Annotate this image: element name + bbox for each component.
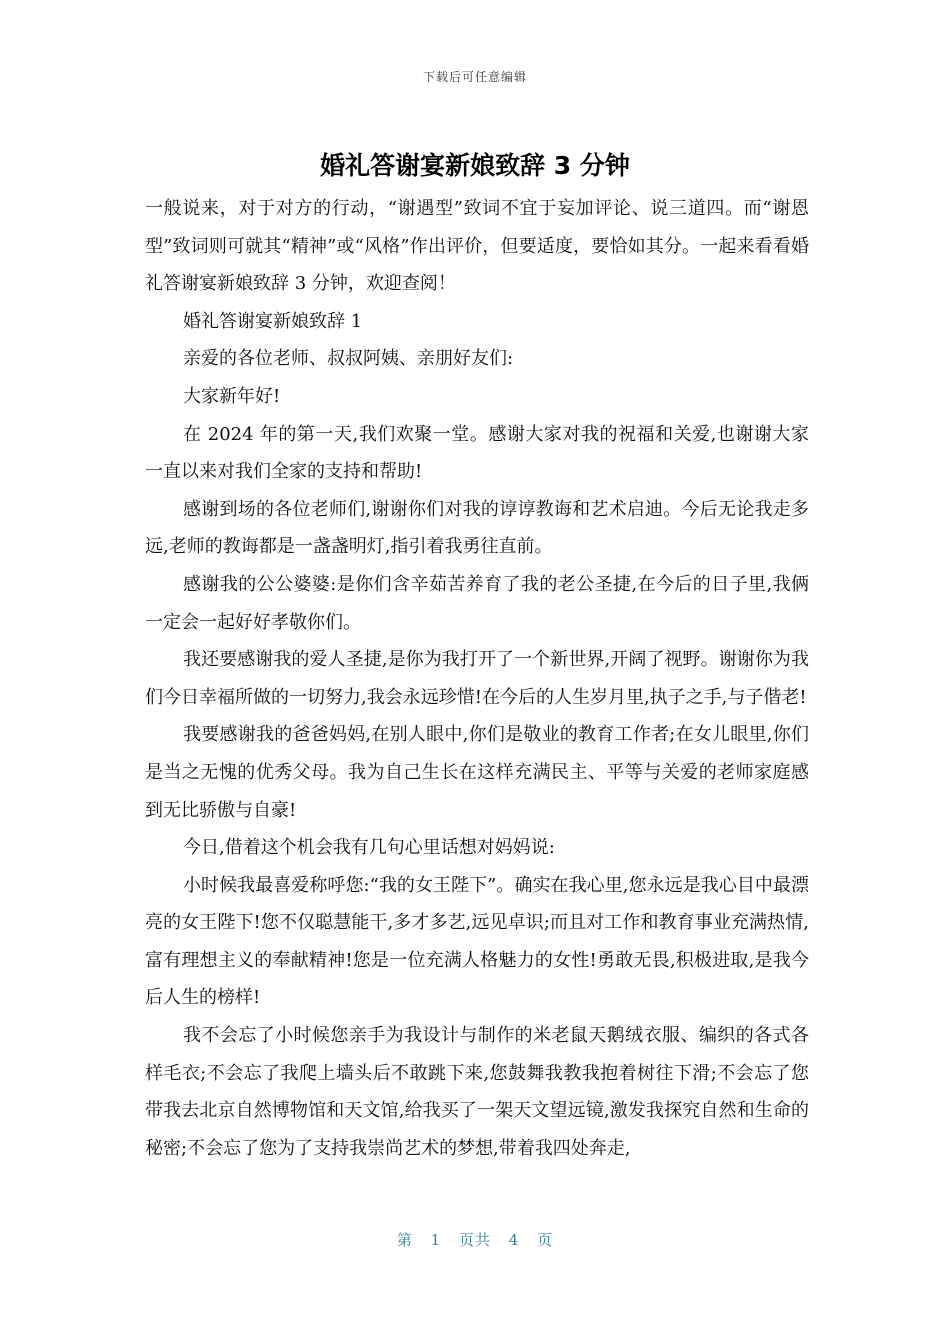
body-paragraph: 在 2024 年的第一天,我们欢聚一堂。感谢大家对我的祝福和关爱,也谢谢大家一直以来对我们全家的支持和帮助! [145, 423, 809, 483]
document-title: 婚礼答谢宴新娘致辞 3 分钟 [320, 151, 630, 180]
header-note: 下载后可任意编辑 [422, 70, 527, 84]
body-paragraph: 我要感谢我的爸爸妈妈,在别人眼中,你们是敬业的教育工作者;在女儿眼里,你们是当之无愧的优秀父母。我为自己生长在这样充满民主、平等与关爱的老师家庭感到无比骄傲与自豪! [145, 724, 809, 821]
greeting: 大家新年好! [183, 385, 281, 407]
salutation: 亲爱的各位老师、叔叔阿姨、亲朋好友们: [183, 348, 514, 370]
body-paragraph: 我还要感谢我的爱人圣捷,是你为我打开了一个新世界,开阔了视野。谢谢你为我们今日幸福所做的一切努力,我会永远珍惜!在今后的人生岁月里,执子之手,与子偕老! [145, 649, 809, 708]
body-paragraph: 感谢到场的各位老师们,谢谢你们对我的谆谆教诲和艺术启迪。今后无论我走多远,老师的教诲都是一盏盏明灯,指引着我勇往直前。 [145, 498, 809, 558]
body-paragraph: 今日,借着这个机会我有几句心里话想对妈妈说: [183, 837, 555, 859]
page-number-footer: 第 1 页共 4 页 [396, 1231, 554, 1249]
document-body [145, 190, 809, 1167]
body-paragraph: 小时候我最喜爱称呼您:“我的女王陛下”。确实在我心里,您永远是我心目中最漂亮的女王陛下!您不仅聪慧能干,多才多艺,远见卓识;而且对工作和教育事业充满热情,富有理想主义的奉献精神!您是一位充满人格魅力的女性!勇敢无畏,积极进取,是我今后人生的榜样! [145, 874, 809, 1009]
section-heading: 婚礼答谢宴新娘致辞 1 [183, 310, 363, 332]
intro-paragraph: 一般说来，对于对方的行动，“谢遇型”致词不宜于妄加评论、说三道四。而“谢恩型”致词则可就其“精神”或“风格”作出评价，但要适度，要恰如其分。一起来看看婚礼答谢宴新娘致辞 3 分钟，欢迎查阅！ [145, 198, 809, 295]
body-paragraph: 感谢我的公公婆婆:是你们含辛茹苦养育了我的老公圣捷,在今后的日子里,我俩一定会一起好好孝敬你们。 [145, 573, 809, 633]
body-paragraph: 我不会忘了小时候您亲手为我设计与制作的米老鼠天鹅绒衣服、编织的各式各样毛衣;不会忘了我爬上墙头后不敢跳下来,您鼓舞我教我抱着树往下滑;不会忘了您带我去北京自然博物馆和天文馆,给我买了一架天文望远镜,激发我探究自然和生命的秘密;不会忘了您为了支持我崇尚艺术的梦想,带着我四处奔走, [145, 1025, 809, 1159]
